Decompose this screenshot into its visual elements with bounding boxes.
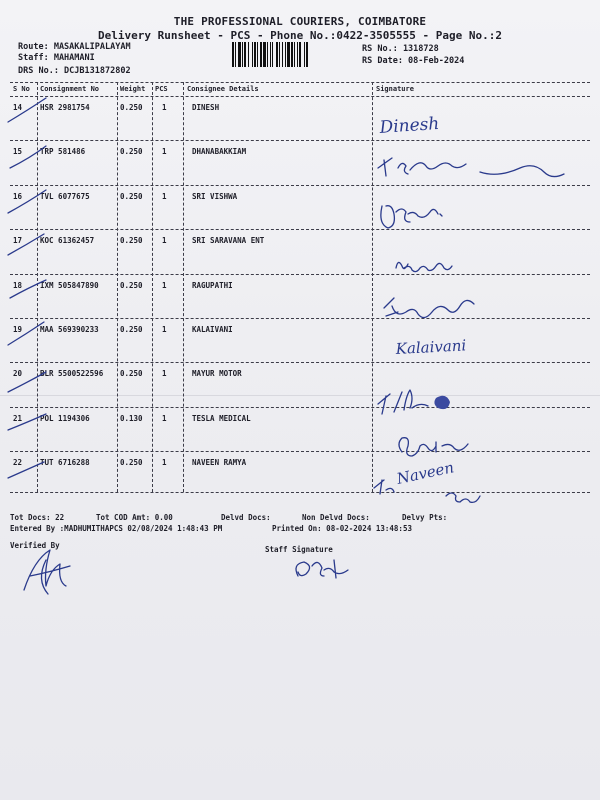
row-weight: 0.250	[120, 103, 143, 112]
barcode-bar	[306, 42, 308, 67]
row-consignment: MAA 569390233	[40, 325, 99, 334]
table-row	[10, 144, 590, 188]
col-weight: Weight	[120, 85, 146, 93]
col-sno: S No	[13, 85, 30, 93]
row-consignee: SRI VISHWA	[192, 191, 238, 201]
table-row	[10, 100, 590, 144]
signature-row-19: Kalaivani	[395, 336, 467, 358]
row-sno: 22	[13, 458, 23, 468]
table-row	[10, 278, 590, 322]
row-sno: 17	[13, 236, 23, 246]
row-divider	[10, 140, 590, 141]
row-consignment: TRP 581486	[40, 147, 86, 157]
signature-row-14: Dinesh	[378, 113, 440, 138]
barcode-bar	[291, 42, 293, 67]
barcode-bar	[232, 42, 234, 67]
barcode-bar	[294, 42, 295, 67]
table-row	[10, 233, 590, 277]
total-docs: Tot Docs: 22	[10, 513, 65, 522]
barcode-bar	[235, 42, 236, 67]
row-weight: 0.250	[120, 325, 143, 334]
row-sno: 16	[13, 191, 23, 201]
barcode-bar	[254, 42, 256, 67]
table-header-rule	[10, 96, 590, 97]
barcode-bar	[287, 42, 290, 67]
company-title: THE PROFESSIONAL COURIERS, COIMBATORE	[173, 15, 427, 28]
row-consignee: SRI SARAVANA ENT	[192, 236, 265, 246]
row-pcs: 1	[162, 413, 167, 423]
barcode-bar	[279, 42, 280, 67]
col-consignment: Consignment No	[40, 85, 100, 93]
row-consignment: TVL 6077675	[40, 191, 90, 201]
row-sno: 20	[13, 369, 23, 379]
table-header	[10, 82, 590, 96]
row-weight: 0.250	[120, 147, 143, 157]
row-divider	[10, 407, 590, 408]
barcode-bar	[242, 42, 243, 67]
row-divider	[10, 274, 590, 275]
barcode-bar	[263, 42, 266, 67]
col-pcs: PCS	[155, 85, 168, 93]
staff-signature-label: Staff Signature	[265, 545, 333, 554]
barcode-bar	[270, 42, 271, 67]
barcode-bar	[244, 42, 246, 67]
row-consignee: KALAIVANI	[192, 325, 233, 334]
row-pcs: 1	[162, 236, 167, 246]
row-consignee: TESLA MEDICAL	[192, 413, 251, 423]
row-consignment: BLR 5500522596	[40, 369, 104, 379]
row-consignee: DINESH	[192, 103, 220, 112]
barcode-bar	[285, 42, 286, 67]
col-consignee: Consignee Details	[187, 85, 259, 93]
barcode-bar	[299, 42, 301, 67]
row-consignment: POL 1194306	[40, 413, 90, 423]
table-bottom-rule	[10, 492, 590, 493]
row-sno: 19	[13, 325, 23, 334]
row-consignment: IXM 505847890	[40, 280, 99, 290]
runsheet-subtitle: Delivery Runsheet - PCS - Phone No.:0422-3505555 - Page No.:2	[98, 29, 502, 42]
row-consignee: MAYUR MOTOR	[192, 369, 242, 379]
barcode-image	[232, 42, 354, 67]
drs-number: DRS No.: DCJB131872802	[18, 66, 131, 76]
rs-number: RS No.: 1318728	[362, 44, 439, 54]
row-weight: 0.130	[120, 413, 143, 423]
entered-by: Entered By :MADHUMITHAPCS 02/08/2024 1:48:43 PM	[10, 524, 223, 533]
row-pcs: 1	[162, 458, 167, 468]
row-divider	[10, 362, 590, 363]
delivery-points: Delvy Pts:	[402, 513, 448, 522]
barcode-bar	[282, 42, 283, 67]
row-consignment: TUT 6716288	[40, 458, 90, 468]
row-sno: 18	[13, 280, 23, 290]
row-divider	[10, 229, 590, 230]
row-divider	[10, 185, 590, 186]
row-divider	[10, 318, 590, 319]
verified-by-signature	[24, 550, 70, 594]
total-cod: Tot COD Amt: 0.00	[96, 513, 173, 522]
barcode-bar	[272, 42, 273, 67]
row-divider	[10, 451, 590, 452]
row-consignee: NAVEEN RAMYA	[192, 458, 247, 468]
row-consignment: KOC 61362457	[40, 236, 95, 246]
row-sno: 15	[13, 147, 23, 157]
rs-date: RS Date: 08-Feb-2024	[362, 56, 465, 66]
row-weight: 0.250	[120, 236, 143, 246]
row-pcs: 1	[162, 103, 167, 112]
row-weight: 0.250	[120, 458, 143, 468]
row-consignee: RAGUPATHI	[192, 280, 233, 290]
printed-on: Printed On: 08-02-2024 13:48:53	[272, 524, 412, 533]
barcode-bar	[257, 42, 258, 67]
verified-by-label: Verified By	[10, 541, 60, 550]
table-row	[10, 366, 590, 410]
staff-label: Staff: MAHAMANI	[18, 53, 95, 63]
row-consignment: HSR 2981754	[40, 103, 90, 112]
row-pcs: 1	[162, 147, 167, 157]
row-sno: 21	[13, 413, 23, 423]
barcode-bar	[248, 42, 249, 67]
non-delivered-docs: Non Delvd Docs:	[302, 513, 370, 522]
staff-signature	[296, 560, 348, 578]
row-consignee: DHANABAKKIAM	[192, 147, 247, 157]
table-row	[10, 411, 590, 455]
signature-row-22: Naveen	[395, 458, 456, 488]
barcode-bar	[252, 42, 253, 67]
row-weight: 0.250	[120, 191, 143, 201]
row-pcs: 1	[162, 325, 167, 334]
row-pcs: 1	[162, 191, 167, 201]
row-sno: 14	[13, 103, 23, 112]
barcode-bar	[304, 42, 305, 67]
row-pcs: 1	[162, 280, 167, 290]
barcode-bar	[276, 42, 278, 67]
barcode-bar	[238, 42, 241, 67]
barcode-bar	[267, 42, 268, 67]
row-weight: 0.250	[120, 280, 143, 290]
table-row	[10, 189, 590, 233]
delivered-docs: Delvd Docs:	[221, 513, 271, 522]
row-pcs: 1	[162, 369, 167, 379]
barcode-bar	[260, 42, 262, 67]
barcode-bar	[297, 42, 298, 67]
route-label: Route: MASAKALIPALAYAM	[18, 42, 131, 52]
table-row	[10, 322, 590, 366]
row-weight: 0.250	[120, 369, 143, 379]
col-signature: Signature	[376, 85, 414, 93]
